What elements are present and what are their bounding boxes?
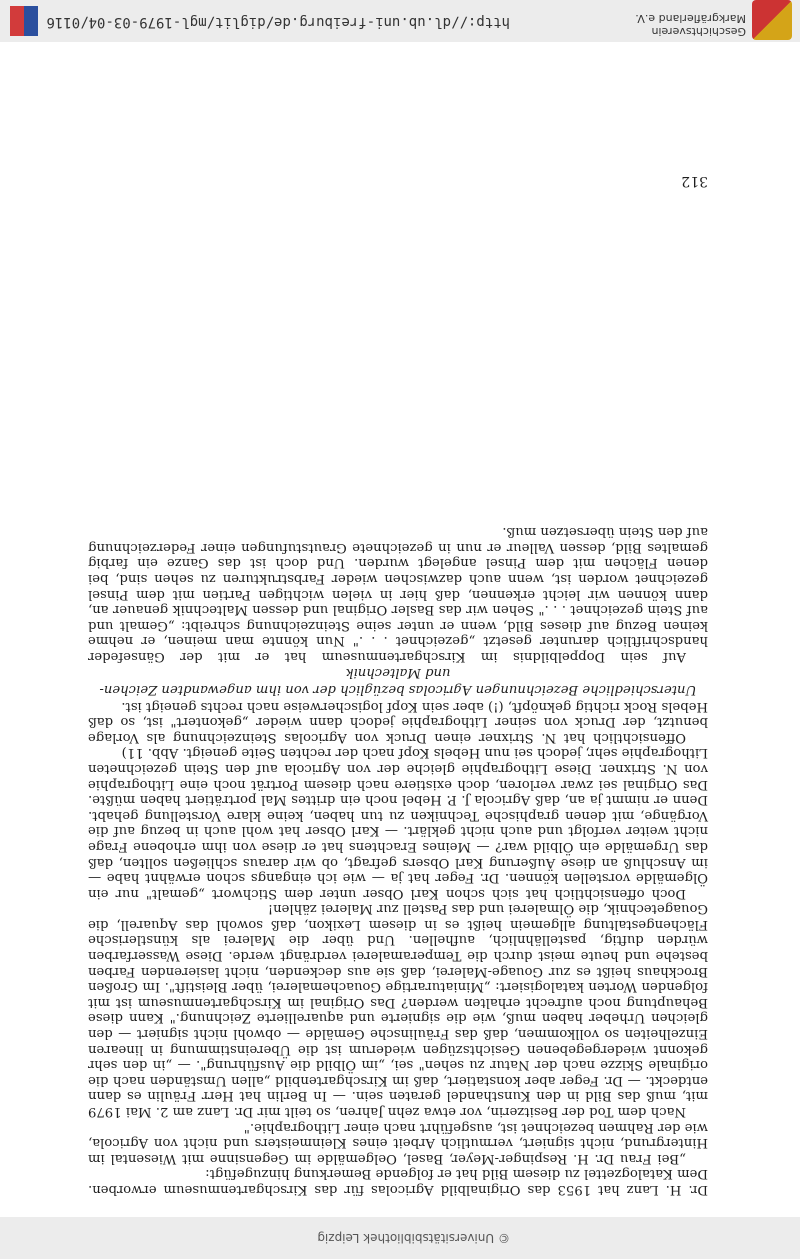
section-heading: Unterschiedliche Bezeichnungen Agricolas bezüglich der von ihm angewandten Zeichen- und Maltechnik [99, 665, 697, 697]
paragraph: Auf sein Doppelbildnis im Kirschgartenmuseum hat er mit der Gänsefeder handschriftlich darunter gesetzt „gezeichnet . . ." Nun könnte man meinen, er nehme keinen Bezug auf dieses Bild, wenn er unter seine Steinzeichnung schreibt: „Gemalt und auf Stein gezeichnet . . ." Sehen wir das Basler Original und dessen Maltechnik genauer an, dann können wir leicht erkennen, daß hier in vielen wichtigen Partien mit dem Pinsel gezeichnet worden ist, wenn auch dazwischen wieder Farbstrukturen zu sehen sind, bei denen Flächen mit dem Pinsel angelegt wurden. Und doch ist das Ganze ein farbig gemaltes Bild, dessen Valleur er nun in gezeichnete Grautstufungen einer Federzeichnung auf den Stein übersetzen muß. [88, 524, 708, 664]
paragraph: Doch offensichtlich hat sich schon Karl Obser unter dem Stichwort „gemalt" nur ein Ölgemälde vorstellen können. Dr. Feger hat ja — wie ich eingangs schon erwähnt habe — im Anschluß an diese Äußerung Karl Obsers gefragt, ob wir daraus schließen sollten, daß das Urgemälde ein Ölbild war? — Meines Erachtens hat er diese von ihm erhobene Frage nicht weiter verfolgt und auch nicht geklärt. — Karl Obser hat wohl auch in bezug auf die Vorgänge, mit denen graphische Techniken zu tun haben, keine klare Vorstellung gehabt. Denn er nimmt ja an, daß Agricola J. P. Hebel noch ein drittes Mal porträtiert haben müßte. Das Original sei zwar verloren, doch existiere nach diesem Porträt noch eine Lithographie von N. Strixner. Diese Lithographie gleiche der von Agricola auf den Stein gezeichneten Lithographie sehr, jedoch sei nun Hebels Kopf nach der rechten Seite geneigt. Abb. 11) [88, 745, 708, 901]
society-name: Geschichtsverein Markgräflerland e.V. [635, 12, 746, 38]
viewer-bottom-bar [0, 0, 800, 42]
text-body [88, 524, 708, 1197]
viewer-top-bar [0, 1217, 800, 1259]
society-crest-icon [752, 0, 792, 40]
paragraph: Nach dem Tod der Besitzerin, vor etwa zehn Jahren, so teilt mir Dr. Lanz am 2. Mai 1979 mit, muß das Bild in den Kunsthandel geraten sein. — In Berlin hat Herr Fräulin es dann entdeckt. — Dr. Feger aber konstatiert, daß im Kirschgartenbild „allen Umständen nach die originale Skizze nach der Natur zu sehen" sei, „im Ölbild die Ausführung". — „in den sehr gekonnt wiedergegebenen Gesichtszügen wiederum ist die Übereinstimmung in linearen Einzelheiten so vollkommen, daß das Fräulinsche Gemälde — obwohl nicht signiert — den gleichen Urheber haben muß, wie die signierte und aquarellierte Zeichnung." Kann diese Behauptung noch aufrecht erhalten werden? Das Original im Kirschgartenmuseum ist mit folgenden Worten katalogisiert: „Miniaturartige Gouachemalerei, über Bleistift". Im Großen Brockhaus heißt es zur Gouage-Malerei, daß sie aus deckenden, nicht lasierenden Farben bestehe und heute meist durch die Temperamalerei verdrängt werde. Diese Wasserfarben würden duftig, pastellähnlich, aufhellen. Und über die Malerei als künstlerische Flächengestaltung allgemein heißt es in diesem Lexikon, daß sowohl das Aquarell, die Gouagetechnik, die Ölmalerei und das Pastell zur Malerei zählen! [88, 901, 708, 1120]
paragraph: „Bei Frau Dr. H. Respinger-Meyer, Basel, Oelgemälde im Gegensinne mit Wiesental im Hintergrund, nicht signiert, vermutlich Arbeit eines Kleinmeisters und nicht von Agricola, wie der Rahmen bezeichnet ist, ausgeführt nach einer Lithographie." [88, 1119, 708, 1166]
library-logo-icon [24, 6, 38, 36]
page-number: 312 [681, 173, 708, 189]
document-url[interactable]: http://dl.ub.uni-freiburg.de/diglit/mgl-1979-03-04/0116 [46, 14, 510, 30]
paragraph: Dr. H. Lanz hat 1953 das Originalbild Agricolas für das Kirschgartenmuseum erworben. Dem Katalogzettel zu diesem Bild hat er folgende Bemerkung hinzugefügt: [88, 1166, 708, 1197]
footer-copyright: © Universitätsbibliothek Leipzig [317, 1231, 510, 1245]
library-logo-icon [10, 6, 24, 36]
paragraph: Offensichtlich hat N. Strixner einen Druck von Agricolas Steinzeichnung als Vorlage benutzt, der Druck von seiner Lithographie jedoch dann wieder „gekontert" ist, so daß Hebels Rock richtig geknöpft, (!) aber sein Kopf logischerweise nach rechts geneigt ist. [88, 698, 708, 745]
